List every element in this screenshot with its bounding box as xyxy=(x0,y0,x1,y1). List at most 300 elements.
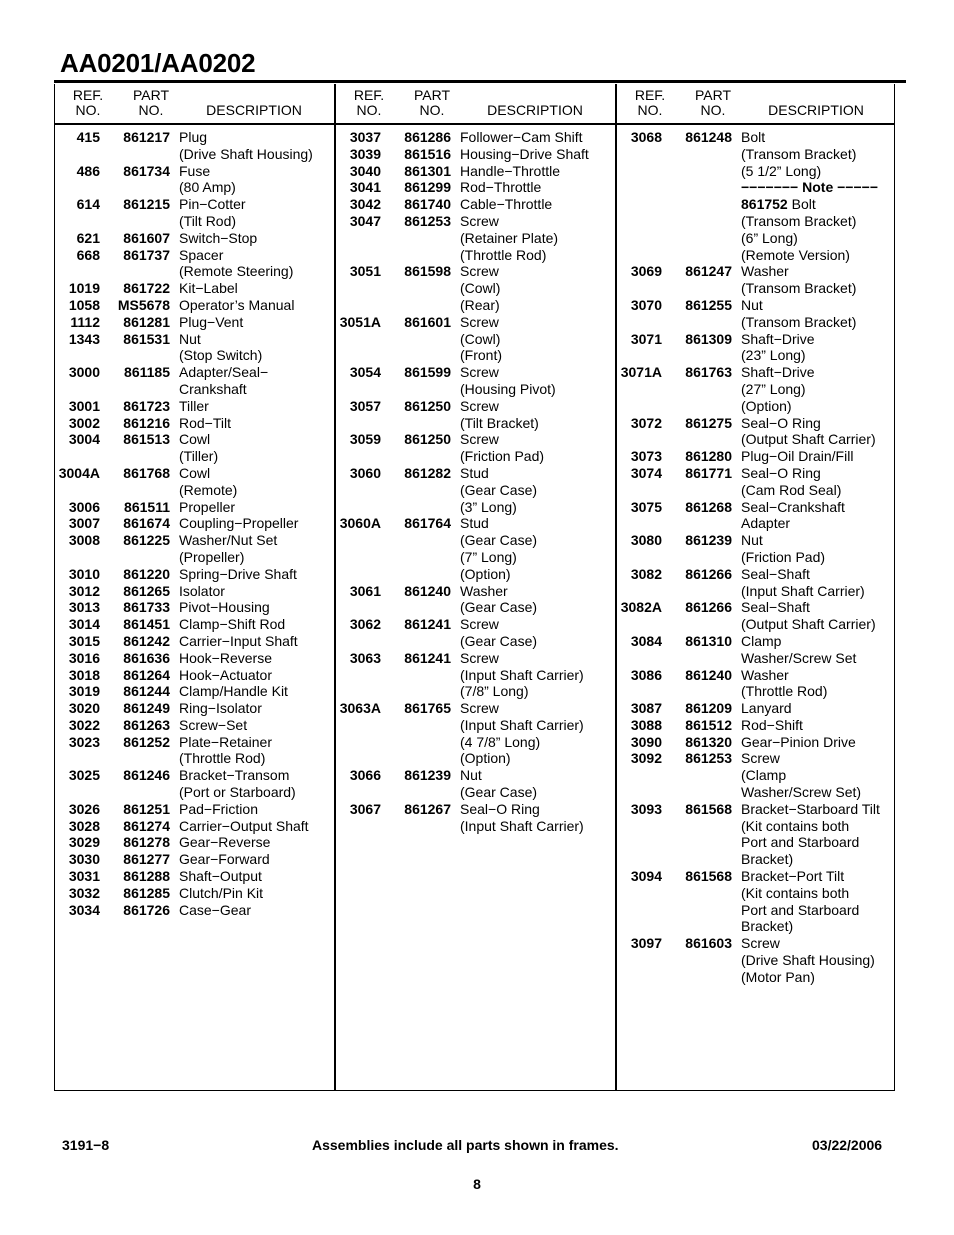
part-description: Nut xyxy=(179,330,201,347)
part-number: 861451 xyxy=(123,616,170,633)
parts-row xyxy=(616,263,896,280)
parts-row xyxy=(335,331,615,348)
ref-number: 3004A xyxy=(58,464,100,481)
part-number: 861301 xyxy=(404,162,451,179)
part-description: Shaft−Drive xyxy=(741,364,815,381)
ref-number: 3073 xyxy=(630,448,662,465)
ref-number: 3016 xyxy=(68,649,100,666)
part-number: 861763 xyxy=(685,364,732,381)
parts-row xyxy=(335,717,615,734)
ref-number: 3060A xyxy=(339,515,381,532)
parts-row xyxy=(616,818,896,835)
part-description: (Drive Shaft Housing) xyxy=(179,145,313,162)
ref-number: 3023 xyxy=(68,733,100,750)
part-description: Housing−Drive Shaft xyxy=(460,145,589,162)
part-description: Pad−Friction xyxy=(179,800,258,817)
part-description: Gear−Reverse xyxy=(179,834,271,851)
part-description: Nut xyxy=(460,767,482,784)
header-description-3: DESCRIPTION xyxy=(768,102,864,118)
part-description: Seal−Shaft xyxy=(741,565,810,582)
part-description: Ring−Isolator xyxy=(179,700,262,717)
part-description: Seal−Shaft xyxy=(741,599,810,616)
part-number: 861636 xyxy=(123,649,170,666)
part-number: 861246 xyxy=(123,767,170,784)
part-description: (80 Amp) xyxy=(179,179,236,196)
doc-number: 3191−8 xyxy=(62,1137,110,1153)
part-description: Hook−Actuator xyxy=(179,666,272,683)
parts-row xyxy=(54,381,334,398)
part-number: 861320 xyxy=(685,733,732,750)
parts-row xyxy=(335,734,615,751)
part-number: 861263 xyxy=(123,716,170,733)
parts-row xyxy=(335,818,615,835)
part-description: Bracket−Starboard Tilt xyxy=(741,800,880,817)
ref-number: 3097 xyxy=(630,935,662,952)
parts-row xyxy=(335,482,615,499)
parts-row xyxy=(616,918,896,935)
ref-number: 3007 xyxy=(68,515,100,532)
part-number: 861242 xyxy=(123,632,170,649)
parts-row xyxy=(335,750,615,767)
part-number: 861244 xyxy=(123,683,170,700)
parts-row xyxy=(54,734,334,751)
parts-row xyxy=(616,179,896,196)
parts-row xyxy=(616,163,896,180)
part-number: 861240 xyxy=(685,666,732,683)
part-description: Plate−Retainer xyxy=(179,733,273,750)
part-description: (Front) xyxy=(460,347,502,364)
part-description: Screw xyxy=(460,616,499,633)
ref-number: 3060 xyxy=(349,464,381,481)
part-description: (Port or Starboard) xyxy=(179,784,296,801)
parts-row xyxy=(54,448,334,465)
part-number: 861255 xyxy=(685,296,732,313)
part-description: (Tilt Bracket) xyxy=(460,414,539,431)
parts-row xyxy=(616,230,896,247)
ref-number: 1058 xyxy=(68,296,100,313)
part-description: Carrier−Input Shaft xyxy=(179,632,298,649)
ref-number: 3029 xyxy=(68,834,100,851)
part-description: Cowl xyxy=(179,431,211,448)
part-description: (Housing Pivot) xyxy=(460,380,556,397)
parts-row xyxy=(335,381,615,398)
part-number: 861265 xyxy=(123,582,170,599)
parts-row xyxy=(616,146,896,163)
parts-row xyxy=(54,314,334,331)
ref-number: 3004 xyxy=(68,431,100,448)
part-description: Rod−Throttle xyxy=(460,179,542,196)
part-description: (Option) xyxy=(460,750,511,767)
part-description: (Drive Shaft Housing) xyxy=(741,952,875,969)
part-number: 861603 xyxy=(685,935,732,952)
parts-row xyxy=(54,566,334,583)
parts-column-1 xyxy=(54,129,334,918)
part-number: 861765 xyxy=(404,700,451,717)
part-description: Screw xyxy=(460,212,499,229)
parts-row xyxy=(54,515,334,532)
ref-number: 3037 xyxy=(349,129,381,145)
part-description: (Throttle Rod) xyxy=(741,683,828,700)
part-number: 861217 xyxy=(123,129,170,145)
part-description: (23” Long) xyxy=(741,347,806,364)
part-description: (Stop Switch) xyxy=(179,347,263,364)
part-description: (Rear) xyxy=(460,296,500,313)
ref-number: 3082 xyxy=(630,565,662,582)
ref-number: 3075 xyxy=(630,498,662,515)
part-number: 861285 xyxy=(123,884,170,901)
part-description: (Throttle Rod) xyxy=(179,750,266,767)
parts-row xyxy=(54,347,334,364)
parts-row xyxy=(335,683,615,700)
parts-row xyxy=(54,247,334,264)
parts-row xyxy=(335,515,615,532)
header-description-2: DESCRIPTION xyxy=(487,102,583,118)
part-description: Tiller xyxy=(179,397,209,414)
part-description: (Motor Pan) xyxy=(741,968,815,985)
parts-row xyxy=(616,717,896,734)
part-description: Washer xyxy=(460,582,508,599)
part-number: 861288 xyxy=(123,868,170,885)
part-number: 861250 xyxy=(404,431,451,448)
part-description: (Input Shaft Carrier) xyxy=(460,666,584,683)
parts-row xyxy=(54,851,334,868)
ref-number: 614 xyxy=(76,196,100,213)
part-number: 861225 xyxy=(123,532,170,549)
parts-row xyxy=(54,499,334,516)
part-description: Nut xyxy=(741,296,763,313)
part-description: Operator’s Manual xyxy=(179,296,295,313)
part-description: Pivot−Housing xyxy=(179,599,270,616)
parts-row xyxy=(54,163,334,180)
part-number: 861281 xyxy=(123,313,170,330)
part-description: (5 1/2” Long) xyxy=(741,162,822,179)
part-number: 861722 xyxy=(123,280,170,297)
part-description: Port and Starboard xyxy=(741,834,860,851)
parts-row xyxy=(335,465,615,482)
part-description: Screw xyxy=(460,364,499,381)
part-description: Seal−O Ring xyxy=(741,464,821,481)
part-description: (Cam Rod Seal) xyxy=(741,481,842,498)
parts-row xyxy=(616,767,896,784)
part-number: 861598 xyxy=(404,263,451,280)
part-description: Plug−Vent xyxy=(179,313,244,330)
part-number: 861737 xyxy=(123,246,170,263)
part-description: Carrier−Output Shaft xyxy=(179,817,309,834)
parts-row xyxy=(616,868,896,885)
part-description: Adapter/Seal− xyxy=(179,364,269,381)
parts-row xyxy=(54,482,334,499)
part-number: 861264 xyxy=(123,666,170,683)
parts-row xyxy=(54,633,334,650)
part-number: 861607 xyxy=(123,229,170,246)
part-description: (3” Long) xyxy=(460,498,517,515)
part-number: 861280 xyxy=(685,448,732,465)
part-description: Hook−Reverse xyxy=(179,649,272,666)
part-number: 861239 xyxy=(685,532,732,549)
part-description: (27” Long) xyxy=(741,380,806,397)
parts-row xyxy=(616,801,896,818)
parts-row xyxy=(54,599,334,616)
part-description: Crankshaft xyxy=(179,380,247,397)
ref-number: 3092 xyxy=(630,750,662,767)
part-number: 861734 xyxy=(123,162,170,179)
part-description: Rod−Tilt xyxy=(179,414,232,431)
parts-row xyxy=(616,465,896,482)
ref-number: 3040 xyxy=(349,162,381,179)
part-description: (Throttle Rod) xyxy=(460,246,547,263)
ref-number: 621 xyxy=(76,229,100,246)
part-description: Bracket) xyxy=(741,918,794,935)
parts-row xyxy=(616,834,896,851)
ref-number: 3034 xyxy=(68,901,100,918)
parts-row xyxy=(335,247,615,264)
part-number: 861253 xyxy=(404,212,451,229)
part-description: (Cowl) xyxy=(460,280,501,297)
parts-row xyxy=(54,834,334,851)
parts-row xyxy=(335,213,615,230)
parts-row xyxy=(335,616,615,633)
part-description: Propeller xyxy=(179,498,236,515)
ref-number: 3026 xyxy=(68,800,100,817)
parts-row xyxy=(616,448,896,465)
parts-row xyxy=(54,868,334,885)
part-description: Handle−Throttle xyxy=(460,162,561,179)
part-number: 861674 xyxy=(123,515,170,532)
ref-number: 3001 xyxy=(68,397,100,414)
page-number: 8 xyxy=(473,1176,481,1192)
parts-row xyxy=(54,885,334,902)
parts-row xyxy=(616,700,896,717)
parts-row xyxy=(616,902,896,919)
part-description: Fuse xyxy=(179,162,211,179)
ref-number: 3061 xyxy=(349,582,381,599)
ref-number: 3074 xyxy=(630,464,662,481)
part-number: 861216 xyxy=(123,414,170,431)
part-description: (7/8” Long) xyxy=(460,683,529,700)
parts-row xyxy=(54,196,334,213)
parts-row xyxy=(54,179,334,196)
part-description: (Propeller) xyxy=(179,548,245,565)
parts-row xyxy=(335,163,615,180)
parts-row xyxy=(54,280,334,297)
parts-row xyxy=(616,734,896,751)
part-number: 861299 xyxy=(404,179,451,196)
part-description: (Output Shaft Carrier) xyxy=(741,431,876,448)
ref-number: 3051A xyxy=(339,313,381,330)
part-description: Screw−Set xyxy=(179,716,248,733)
parts-row xyxy=(616,129,896,146)
part-description: Gear−Forward xyxy=(179,851,270,868)
part-number: 861726 xyxy=(123,901,170,918)
ref-number: 3066 xyxy=(349,767,381,784)
parts-row xyxy=(335,667,615,684)
parts-row xyxy=(616,667,896,684)
part-description: Switch−Stop xyxy=(179,229,258,246)
header-part-no-1: PART NO. xyxy=(132,87,170,118)
part-number: 861209 xyxy=(685,700,732,717)
part-description: Kit−Label xyxy=(179,280,238,297)
part-description: (Gear Case) xyxy=(460,481,538,498)
ref-number: 3022 xyxy=(68,716,100,733)
part-description: Seal−O Ring xyxy=(741,414,821,431)
parts-row xyxy=(616,616,896,633)
part-number: 861253 xyxy=(685,750,732,767)
ref-number: 3071 xyxy=(630,330,662,347)
parts-row xyxy=(335,314,615,331)
ref-number: 486 xyxy=(76,162,100,179)
parts-row xyxy=(54,331,334,348)
part-description xyxy=(741,196,816,213)
part-number: 861568 xyxy=(685,868,732,885)
part-number: 861241 xyxy=(404,616,451,633)
parts-row xyxy=(335,532,615,549)
part-description: (Tiller) xyxy=(179,448,219,465)
parts-row xyxy=(335,599,615,616)
parts-row xyxy=(54,549,334,566)
part-description: (Transom Bracket) xyxy=(741,212,857,229)
part-description: (Option) xyxy=(741,397,792,414)
part-description: Bolt xyxy=(741,129,766,145)
parts-row xyxy=(335,767,615,784)
parts-row xyxy=(335,784,615,801)
part-number: 861511 xyxy=(124,498,170,515)
parts-row xyxy=(616,314,896,331)
parts-row xyxy=(54,616,334,633)
parts-row xyxy=(616,969,896,986)
parts-row xyxy=(335,196,615,213)
part-description: Seal−O Ring xyxy=(460,800,540,817)
part-number: 861277 xyxy=(123,851,170,868)
part-number: 861286 xyxy=(404,129,451,145)
ref-number: 3047 xyxy=(349,212,381,229)
footer-note: Assemblies include all parts shown in frames. xyxy=(312,1137,619,1153)
part-description: (Tilt Rod) xyxy=(179,212,237,229)
part-description: Plug xyxy=(179,129,208,145)
part-number: 861266 xyxy=(685,599,732,616)
footer-date: 03/22/2006 xyxy=(812,1137,883,1153)
part-description: (Friction Pad) xyxy=(741,548,826,565)
parts-row xyxy=(335,398,615,415)
parts-row xyxy=(54,667,334,684)
part-description: (7” Long) xyxy=(460,548,517,565)
part-description: Bracket−Port Tilt xyxy=(741,868,845,885)
parts-row xyxy=(54,431,334,448)
part-number: 861267 xyxy=(404,800,451,817)
parts-row xyxy=(54,683,334,700)
ref-number: 3002 xyxy=(68,414,100,431)
parts-row xyxy=(616,331,896,348)
part-description: Washer/Screw Set) xyxy=(741,784,862,801)
part-description: Spacer xyxy=(179,246,224,263)
part-number: 861266 xyxy=(685,565,732,582)
part-description: Nut xyxy=(741,532,763,549)
parts-row xyxy=(616,364,896,381)
part-number: 861740 xyxy=(404,196,451,213)
parts-column-2 xyxy=(335,129,615,834)
part-description: (Gear Case) xyxy=(460,632,538,649)
part-description: Isolator xyxy=(179,582,225,599)
part-description: Case−Gear xyxy=(179,901,251,918)
ref-number: 3086 xyxy=(630,666,662,683)
part-number: 861239 xyxy=(404,767,451,784)
parts-row xyxy=(616,431,896,448)
parts-row xyxy=(335,347,615,364)
parts-row xyxy=(335,633,615,650)
parts-row xyxy=(54,902,334,919)
parts-row xyxy=(54,532,334,549)
part-number: 861220 xyxy=(123,565,170,582)
part-description: Clutch/Pin Kit xyxy=(179,884,264,901)
title-rule xyxy=(54,80,906,83)
parts-row xyxy=(54,700,334,717)
parts-row xyxy=(616,851,896,868)
part-description: (Input Shaft Carrier) xyxy=(741,582,865,599)
part-description: Clamp−Shift Rod xyxy=(179,616,286,633)
part-description: Coupling−Propeller xyxy=(179,515,299,532)
part-description: (Kit contains both xyxy=(741,884,850,901)
parts-row xyxy=(54,230,334,247)
ref-number: 1343 xyxy=(68,330,100,347)
parts-row xyxy=(616,566,896,583)
parts-row xyxy=(335,549,615,566)
part-number: 861275 xyxy=(685,414,732,431)
part-description: Bracket−Transom xyxy=(179,767,290,784)
parts-row xyxy=(616,196,896,213)
part-description: Adapter xyxy=(741,515,791,532)
parts-row xyxy=(616,633,896,650)
part-number: 861309 xyxy=(685,330,732,347)
parts-row xyxy=(616,280,896,297)
parts-row xyxy=(54,213,334,230)
ref-number: 3032 xyxy=(68,884,100,901)
part-description: −−−−−−− Note −−−−− xyxy=(741,179,878,196)
ref-number: 1112 xyxy=(70,313,100,330)
part-description: Pin−Cotter xyxy=(179,196,246,213)
parts-row xyxy=(335,129,615,146)
parts-row xyxy=(616,532,896,549)
parts-row xyxy=(54,650,334,667)
page-title: AA0201/AA0202 xyxy=(60,48,256,78)
parts-row xyxy=(54,146,334,163)
part-description: (Remote Steering) xyxy=(179,263,294,280)
part-description: (Transom Bracket) xyxy=(741,280,857,297)
ref-number: 3030 xyxy=(68,851,100,868)
part-number: 861568 xyxy=(685,800,732,817)
part-description: (Friction Pad) xyxy=(460,448,545,465)
part-description: Stud xyxy=(460,464,489,481)
part-number: 861601 xyxy=(404,313,451,330)
ref-number: 3020 xyxy=(68,700,100,717)
part-description: Washer xyxy=(741,263,789,280)
part-description: Gear−Pinion Drive xyxy=(741,733,856,750)
part-description: Washer/Screw Set xyxy=(741,649,857,666)
ref-number: 3015 xyxy=(68,632,100,649)
parts-row xyxy=(616,482,896,499)
part-description: (Gear Case) xyxy=(460,784,538,801)
ref-number: 3010 xyxy=(68,565,100,582)
ref-number: 3006 xyxy=(68,498,100,515)
parts-row xyxy=(335,415,615,432)
part-number: 861240 xyxy=(404,582,451,599)
ref-number: 3028 xyxy=(68,817,100,834)
parts-row xyxy=(616,683,896,700)
parts-row xyxy=(616,885,896,902)
ref-number: 3067 xyxy=(349,800,381,817)
part-number: 861241 xyxy=(404,649,451,666)
ref-number: 3057 xyxy=(349,397,381,414)
part-number: 861599 xyxy=(404,364,451,381)
part-number: 861531 xyxy=(123,330,170,347)
